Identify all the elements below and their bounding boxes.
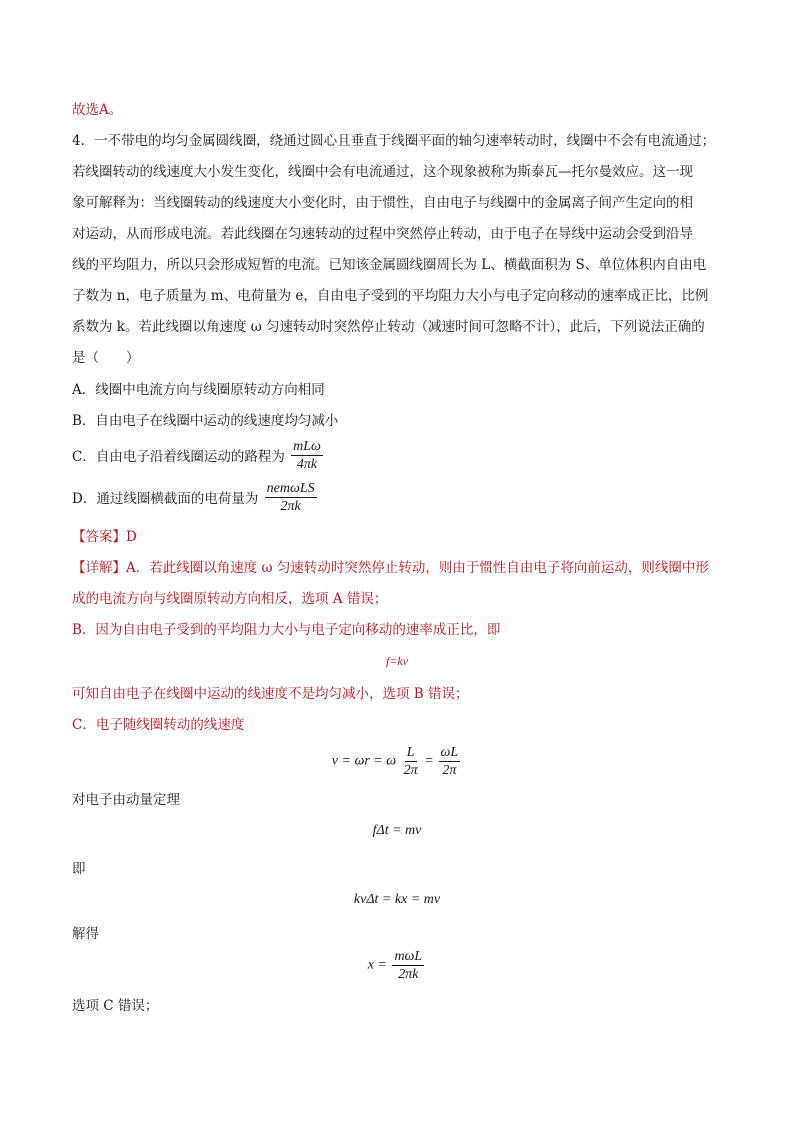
equation-equals: =	[425, 753, 434, 769]
option-a: A．线圈中电流方向与线圈原转动方向相同	[72, 382, 325, 398]
analysis-text: A．若此线圈以角速度 ω 匀速转动时突然停止转动，则由于惯性自由电子将向前运动，则线圈中形	[126, 560, 709, 576]
analysis-line: 对电子由动量定理	[72, 792, 180, 808]
option-b: B．自由电子在线圈中运动的线速度均匀减小	[72, 413, 339, 429]
intro-text: 故选A。	[72, 102, 123, 118]
analysis-line: 可知自由电子在线圈中运动的线速度不是均匀减小，选项 B 错误；	[72, 686, 469, 702]
question-line: 线的平均阻力，所以只会形成短暂的电流。已知该金属圆线圈周长为 L、横截面积为 S、单位体积内自由电	[72, 257, 707, 273]
equation-left: v = ωr = ω	[331, 753, 397, 769]
fraction-denominator: 2π	[403, 763, 418, 778]
analysis-line: B．因为自由电子受到的平均阻力大小与电子定向移动的速率成正比，即	[72, 622, 501, 638]
question-line: 对运动，从而形成电流。若此线圈在匀速转动的过程中突然停止转动，由于电子在导线中运动会受到沿导	[72, 226, 693, 242]
fraction-numerator: nemωLS	[266, 481, 315, 496]
question-line: 象可解释为：当线圈转动的线速度大小变化时，由于惯性，自由电子与线圈中的金属离子间产生定向的相	[72, 195, 693, 211]
equation-left: x =	[367, 957, 387, 973]
question-line: 若线圈转动的线速度大小发生变化，线圈中会有电流通过，这个现象被称为斯泰瓦—托尔曼效应。这一现	[72, 164, 693, 180]
analysis-line: 即	[72, 861, 86, 877]
fraction-numerator: L	[406, 745, 415, 760]
equation-fraction	[439, 744, 461, 779]
equation-fraction	[392, 948, 424, 983]
question-line: 是（ ）	[72, 350, 140, 366]
analysis-line: 成的电流方向与线圈原转动方向相反，选项 A 错误；	[72, 591, 388, 607]
fraction-denominator: 2πk	[280, 499, 301, 514]
question-line: 系数为 k。若此线圈以角速度 ω 匀速转动时突然停止转动（减速时间可忽略不计），此后，下列说法正确的	[72, 319, 705, 335]
fraction-denominator: 4πk	[296, 457, 318, 472]
fraction-numerator: mLω	[293, 439, 321, 454]
equation-momentum: fΔt = mv	[372, 823, 422, 838]
fraction-numerator: mωL	[394, 949, 423, 964]
question-line: 子数为 n，电子质量为 m、电荷量为 e，自由电子受到的平均阻力大小与电子定向移动的速率成正比，比例	[72, 288, 709, 304]
analysis-line: C．电子随线圈转动的线速度	[72, 717, 245, 733]
equation-velocity	[0, 744, 794, 779]
equation-f-kv: f=kv	[385, 654, 409, 668]
option-d-fraction	[265, 480, 317, 515]
option-c-text: C．自由电子沿着线圈运动的路程为	[72, 449, 285, 465]
option-d-text: D．通过线圈横截面的电荷量为	[72, 491, 259, 507]
analysis-line: 选项 C 错误；	[72, 998, 159, 1014]
option-d	[72, 482, 319, 517]
fraction-denominator: 2πk	[398, 967, 419, 982]
question-line: 4．一不带电的均匀金属圆线圈，绕通过圆心且垂直于线圈平面的轴匀速率转动时，线圈中不会有电流通过；	[72, 133, 716, 149]
analysis-line: 解得	[72, 926, 99, 942]
analysis-line	[72, 558, 709, 578]
fraction-numerator: ωL	[440, 745, 459, 760]
answer-text: 【答案】D	[72, 529, 137, 545]
option-c-fraction	[291, 438, 323, 473]
analysis-label: 【详解】	[72, 560, 126, 576]
equation-kvdt: kvΔt = kx = mv	[353, 892, 441, 907]
option-c	[72, 440, 325, 475]
equation-fraction	[402, 744, 420, 779]
fraction-denominator: 2π	[442, 763, 457, 778]
equation-x	[0, 948, 794, 983]
